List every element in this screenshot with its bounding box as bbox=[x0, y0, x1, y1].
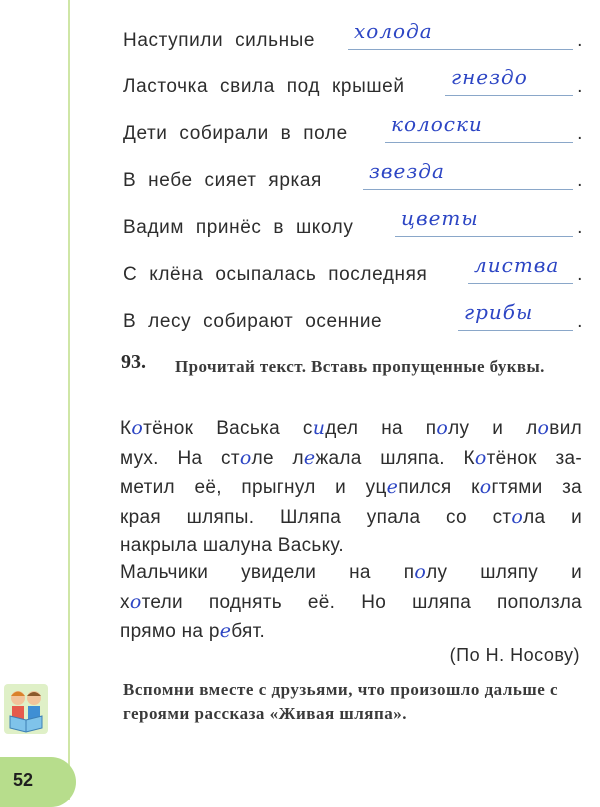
reading-kids-icon bbox=[4, 684, 48, 734]
handwritten-answer: цветы bbox=[401, 206, 479, 230]
text-line bbox=[120, 532, 582, 561]
answer-blank[interactable] bbox=[468, 253, 573, 284]
text-fragment: метил её, прыгнул и уц bbox=[120, 477, 387, 498]
final-task: Вспомни вместе с друзьями, что произошло дальше с героями рассказа «Живая шляпа». bbox=[123, 680, 559, 723]
inserted-letter: о bbox=[537, 417, 550, 439]
text-fragment: К bbox=[120, 418, 132, 439]
exercise-task: Прочитай текст. Вставь пропущенные буквы. bbox=[175, 357, 545, 376]
text-fragment: вил bbox=[549, 418, 582, 439]
inserted-letter: е bbox=[386, 476, 399, 498]
sentence-text: В небе сияет яркая bbox=[123, 170, 322, 191]
inserted-letter: о bbox=[479, 476, 492, 498]
sentence-text: Вадим принёс в школу bbox=[123, 217, 354, 238]
text-fragment: мух. На ст bbox=[120, 447, 240, 469]
inserted-letter: о bbox=[131, 417, 144, 439]
exercise-number: 93. bbox=[121, 351, 146, 373]
text-fragment: гтями за bbox=[491, 477, 582, 498]
text-fragment: тёнок за- bbox=[486, 447, 582, 469]
sentence-7 bbox=[123, 300, 583, 335]
inserted-letter: о bbox=[129, 590, 142, 613]
story-paragraph-2 bbox=[120, 558, 582, 647]
sentence-text: В лесу собирают осенние bbox=[123, 311, 383, 332]
inserted-letter: о bbox=[474, 446, 487, 469]
handwritten-answer: гнездо bbox=[451, 65, 528, 89]
answer-blank[interactable] bbox=[395, 206, 573, 237]
sentence-1 bbox=[123, 19, 583, 54]
sentence-3 bbox=[123, 112, 583, 147]
text-line bbox=[120, 414, 582, 444]
text-fragment: жала шляпа. К bbox=[315, 447, 475, 469]
text-fragment: бят. bbox=[231, 621, 266, 642]
inserted-letter: о bbox=[511, 505, 524, 528]
answer-blank[interactable] bbox=[385, 112, 573, 143]
answer-blank[interactable] bbox=[348, 19, 573, 50]
text-fragment: тели поднять её. Но шляпа поползла bbox=[141, 591, 582, 613]
inserted-letter: и bbox=[312, 417, 326, 439]
text-fragment: Мальчики увидели на п bbox=[120, 562, 415, 583]
story-paragraph-1 bbox=[120, 414, 582, 561]
sentence-end: . bbox=[577, 311, 583, 332]
text-fragment: прямо на р bbox=[120, 621, 220, 642]
sentence-text: Дети собирали в поле bbox=[123, 123, 348, 144]
handwritten-answer: колоски bbox=[391, 112, 483, 136]
inserted-letter: е bbox=[219, 620, 232, 642]
text-line bbox=[120, 444, 582, 474]
inserted-letter: о bbox=[414, 561, 427, 583]
sentence-end: . bbox=[577, 123, 583, 144]
text-fragment: х bbox=[120, 591, 130, 613]
text-line bbox=[120, 503, 582, 533]
handwritten-answer: звезда bbox=[369, 159, 445, 183]
page-number: 52 bbox=[13, 770, 34, 790]
handwritten-answer: листва bbox=[474, 253, 560, 277]
handwritten-answer: грибы bbox=[464, 300, 534, 324]
sentence-6 bbox=[123, 253, 583, 288]
text-fragment: края шляпы. Шляпа упала со ст bbox=[120, 506, 512, 528]
sentence-end: . bbox=[577, 76, 583, 97]
sentence-end: . bbox=[577, 30, 583, 51]
text-fragment: накрыла шалуна Ваську. bbox=[120, 535, 344, 556]
handwritten-answer: холода bbox=[354, 19, 433, 43]
sentence-5 bbox=[123, 206, 583, 241]
sentence-end: . bbox=[577, 217, 583, 238]
sentence-2 bbox=[123, 65, 583, 100]
text-fragment: тёнок Васька с bbox=[143, 418, 313, 439]
margin-line bbox=[68, 0, 70, 800]
inserted-letter: е bbox=[303, 446, 316, 469]
text-line bbox=[120, 558, 582, 588]
text-fragment: ла и bbox=[523, 506, 583, 528]
answer-blank[interactable] bbox=[445, 65, 573, 96]
sentence-4 bbox=[123, 159, 583, 194]
author-credit: (По Н. Носову) bbox=[449, 645, 580, 665]
sentence-text: Ласточка свила под крышей bbox=[123, 76, 405, 97]
inserted-letter: о bbox=[436, 417, 449, 439]
answer-blank[interactable] bbox=[363, 159, 573, 190]
text-line bbox=[120, 588, 582, 618]
sentence-text: С клёна осыпалась последняя bbox=[123, 264, 428, 285]
inserted-letter: о bbox=[239, 446, 252, 469]
text-line bbox=[120, 473, 582, 503]
text-line bbox=[120, 617, 582, 647]
text-fragment: дел на п bbox=[325, 418, 437, 439]
text-fragment: лу и л bbox=[448, 418, 538, 439]
text-fragment: пился к bbox=[398, 477, 480, 498]
answer-blank[interactable] bbox=[458, 300, 573, 331]
text-fragment: ле л bbox=[251, 447, 304, 469]
text-fragment: лу шляпу и bbox=[426, 562, 582, 583]
sentence-text: Наступили сильные bbox=[123, 30, 316, 51]
sentence-end: . bbox=[577, 170, 583, 191]
sentence-end: . bbox=[577, 264, 583, 285]
